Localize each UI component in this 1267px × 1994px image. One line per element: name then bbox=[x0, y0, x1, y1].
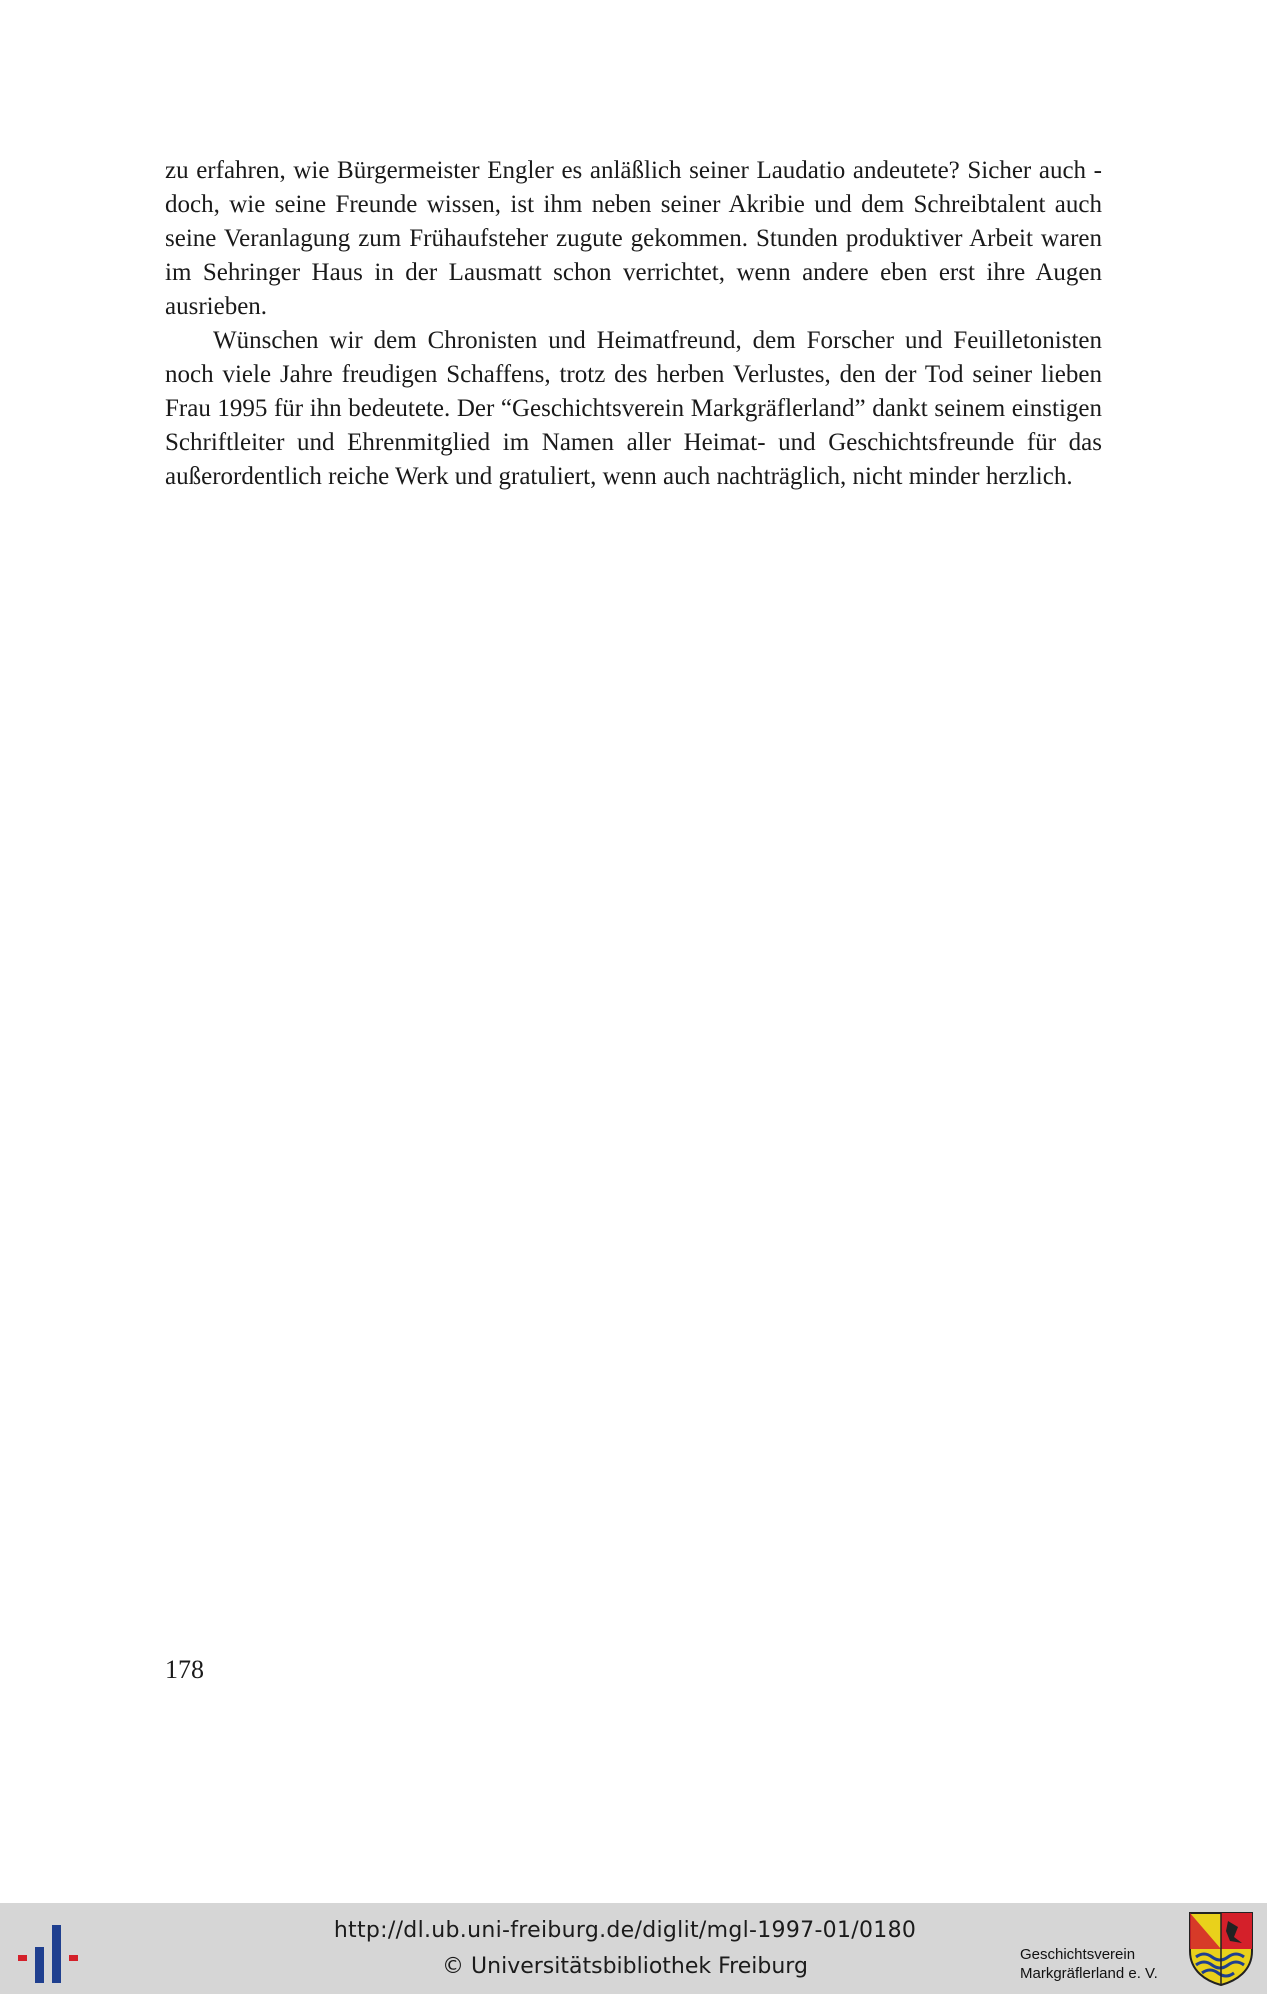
coat-of-arms-icon bbox=[1188, 1911, 1254, 1987]
library-footer bbox=[0, 1903, 1267, 1994]
copyright-text: © Universitätsbibliothek Freiburg bbox=[442, 1954, 808, 1979]
footer-center bbox=[240, 1913, 1010, 1985]
paragraph-2: Wünschen wir dem Chronisten und Heimatfreund, dem Forscher und Feuilletonisten noch viele Jahre freudigen Schaffens, trotz des herben Verlustes, den der Tod seiner lieben Frau 1995 für ihn bedeutete. Der “Geschichtsverein Markgräflerland” dankt seinem einstigen Schriftleiter und Ehrenmitglied im Namen aller Heimat- und Geschichtsfreunde für das außerordentlich reiche Werk und gratuliert, wenn auch nachträglich, nicht minder herzlich. bbox=[165, 327, 1102, 490]
society-name-line-2: Markgräflerland e. V. bbox=[1020, 1965, 1158, 1982]
ub-freiburg-logo-icon bbox=[18, 1917, 80, 1983]
paragraph-1: zu erfahren, wie Bürgermeister Engler es anläßlich seiner Laudatio andeutete? Sicher auch - doch, wie seine Freunde wissen, ist ihm neben seiner Akribie und dem Schreibtalent auch seine Veranlagung zum Frühaufsteher zugute gekommen. Stunden produktiver Arbeit waren im Sehringer Haus in der Lausmatt schon verrichtet, wenn andere eben erst ihre Augen ausrieben. bbox=[165, 157, 1102, 320]
page-number: 178 bbox=[165, 1655, 204, 1684]
permalink-url[interactable]: http://dl.ub.uni-freiburg.de/diglit/mgl-1997-01/0180 bbox=[333, 1918, 917, 1943]
body-text bbox=[165, 154, 1102, 494]
society-name bbox=[1020, 1945, 1158, 1983]
society-name-line-1: Geschichtsverein bbox=[1020, 1946, 1136, 1963]
